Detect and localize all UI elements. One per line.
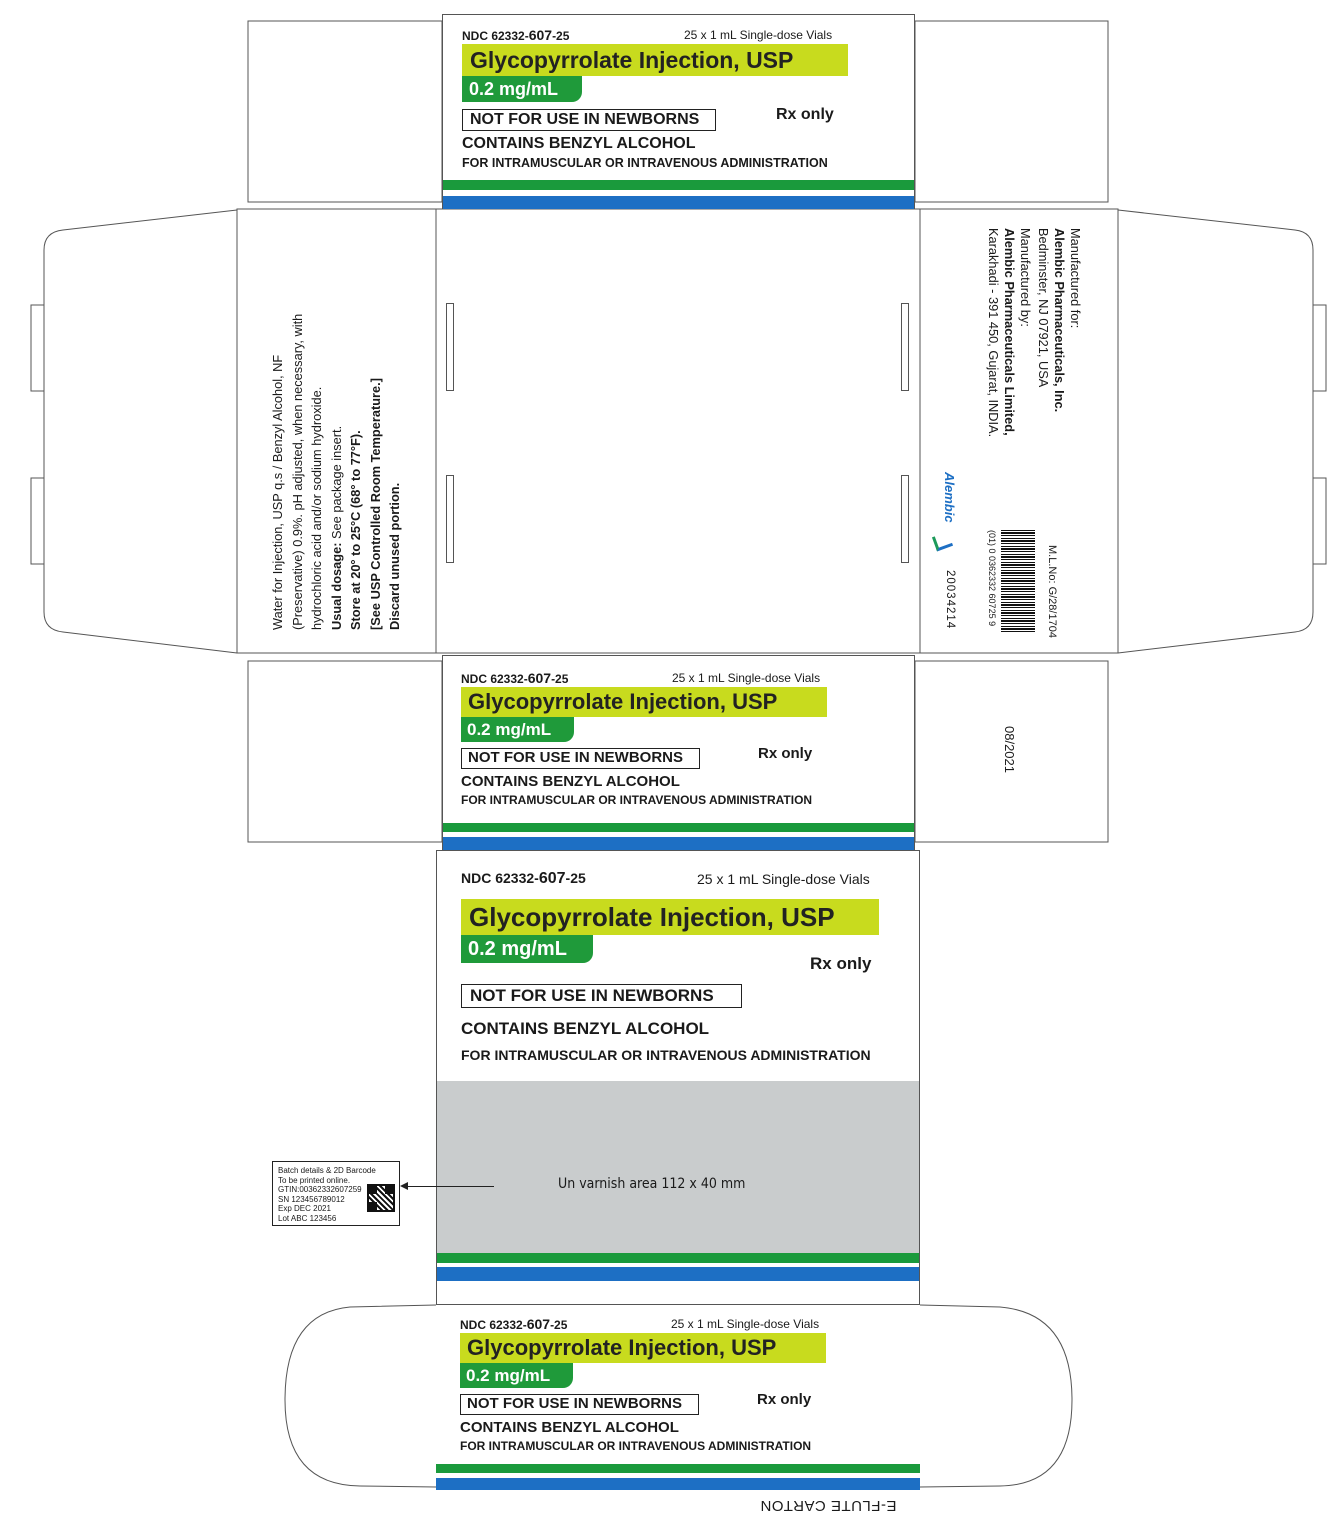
route: FOR INTRAMUSCULAR OR INTRAVENOUS ADMINISTRATION xyxy=(462,156,828,170)
revision-date: 08/2021 xyxy=(1002,726,1017,773)
carton-type: E-FLUTE CARTON xyxy=(760,1497,897,1514)
newborn-warning: NOT FOR USE IN NEWBORNS xyxy=(462,109,716,131)
green-stripe xyxy=(437,1253,919,1263)
pack-count: 25 x 1 mL Single-dose Vials xyxy=(697,871,870,887)
callout-line: To be printed online. xyxy=(278,1175,351,1185)
blue-stripe xyxy=(443,837,914,850)
address: Bedminster, NJ 07921, USA xyxy=(1036,228,1051,388)
callout-line: GTIN:00362332607259 xyxy=(278,1185,362,1195)
callout-line: SN 123456789012 xyxy=(278,1194,345,1204)
green-stripe xyxy=(443,823,914,832)
ml-number: M.L.No: G/28/1704 xyxy=(1046,545,1058,638)
mfd-by: Manufactured by: xyxy=(1018,228,1033,327)
blue-stripe xyxy=(436,1478,920,1490)
batch-callout xyxy=(272,1161,400,1226)
strength: 0.2 mg/mL xyxy=(462,76,582,102)
slot xyxy=(901,475,909,563)
benzyl-warning: CONTAINS BENZYL ALCOHOL xyxy=(461,773,680,790)
product-name: Glycopyrrolate Injection, USP xyxy=(461,687,827,717)
product-name: Glycopyrrolate Injection, USP xyxy=(462,44,848,76)
label-panel-flap xyxy=(442,655,915,850)
product-name: Glycopyrrolate Injection, USP xyxy=(460,1333,826,1363)
callout-line: Batch details & 2D Barcode xyxy=(278,1166,376,1175)
newborn-warning: NOT FOR USE IN NEWBORNS xyxy=(461,984,742,1008)
usual-dosage: Usual dosage: See package insert. xyxy=(328,425,344,630)
label-panel-top xyxy=(442,14,915,209)
strength: 0.2 mg/mL xyxy=(461,935,593,963)
green-stripe xyxy=(436,1464,920,1473)
ndc: NDC 62332-607-25 xyxy=(461,870,586,887)
blue-stripe xyxy=(437,1267,919,1281)
ndc: NDC 62332-607-25 xyxy=(462,27,570,43)
rx-only: Rx only xyxy=(810,954,872,973)
slot xyxy=(446,303,454,391)
rx-only: Rx only xyxy=(776,106,834,123)
company2: Alembic Pharmaceuticals Limited, xyxy=(1002,228,1017,436)
route: FOR INTRAMUSCULAR OR INTRAVENOUS ADMINISTRATION xyxy=(460,1439,812,1453)
right-side-text xyxy=(985,228,1083,437)
slot xyxy=(901,303,909,391)
ingredients-line: hydrochloric acid and/or sodium hydroxide. xyxy=(309,386,324,630)
ingredients-line: (Preservative) 0.9%. pH adjusted, when necessary, with xyxy=(289,313,305,630)
left-side-text xyxy=(268,314,405,630)
label-panel-front xyxy=(436,850,920,1305)
product-name: Glycopyrrolate Injection, USP xyxy=(461,899,879,935)
unvarnish-label: Un varnish area 112 x 40 mm xyxy=(558,1176,746,1192)
unvarnish-area xyxy=(437,1081,919,1253)
ndc: NDC 62332-607-25 xyxy=(461,670,569,686)
callout-line: Exp DEC 2021 xyxy=(278,1204,331,1214)
slot xyxy=(446,475,454,563)
callout-arrow xyxy=(402,1186,494,1187)
mfd-for: Manufactured for: xyxy=(1068,228,1083,329)
address2: Karakhadi - 391 450, Gujarat, INDIA. xyxy=(986,228,1001,438)
benzyl-warning: CONTAINS BENZYL ALCOHOL xyxy=(461,1019,710,1038)
discard-note: Discard unused portion. xyxy=(387,482,402,630)
benzyl-warning: CONTAINS BENZYL ALCOHOL xyxy=(462,135,696,152)
strength: 0.2 mg/mL xyxy=(460,1363,573,1388)
label-panel-bottom xyxy=(436,1305,920,1492)
item-code: 20034214 xyxy=(944,570,956,630)
rx-only: Rx only xyxy=(757,1391,812,1408)
barcode-text: (01) 0 0362332 60725 9 xyxy=(987,530,997,627)
strength: 0.2 mg/mL xyxy=(461,717,574,742)
rx-only: Rx only xyxy=(758,745,813,762)
blue-stripe xyxy=(443,196,914,209)
callout-line: Lot ABC 123456 xyxy=(278,1213,337,1223)
ndc: NDC 62332-607-25 xyxy=(460,1316,568,1332)
route: FOR INTRAMUSCULAR OR INTRAVENOUS ADMINISTRATION xyxy=(461,1047,871,1063)
green-stripe xyxy=(443,180,914,190)
company: Alembic Pharmaceuticals, Inc. xyxy=(1052,228,1067,413)
benzyl-warning: CONTAINS BENZYL ALCOHOL xyxy=(460,1419,679,1436)
ingredients-line: Water for Injection, USP q.s / Benzyl Alcohol, NF xyxy=(270,354,285,630)
arrow-head-icon xyxy=(400,1182,408,1190)
pack-count: 25 x 1 mL Single-dose Vials xyxy=(684,28,833,42)
pack-count: 25 x 1 mL Single-dose Vials xyxy=(672,671,821,685)
newborn-warning: NOT FOR USE IN NEWBORNS xyxy=(461,748,700,769)
barcode xyxy=(1001,530,1035,632)
pack-count: 25 x 1 mL Single-dose Vials xyxy=(671,1317,820,1331)
route: FOR INTRAMUSCULAR OR INTRAVENOUS ADMINISTRATION xyxy=(461,793,813,807)
storage: Store at 20° to 25°C (68° to 77°F). xyxy=(348,430,363,630)
alembic-logo: Alembic xyxy=(942,472,957,523)
storage-note: [See USP Controlled Room Temperature.] xyxy=(367,378,383,630)
newborn-warning: NOT FOR USE IN NEWBORNS xyxy=(460,1394,699,1415)
qr-code-icon xyxy=(367,1184,395,1212)
